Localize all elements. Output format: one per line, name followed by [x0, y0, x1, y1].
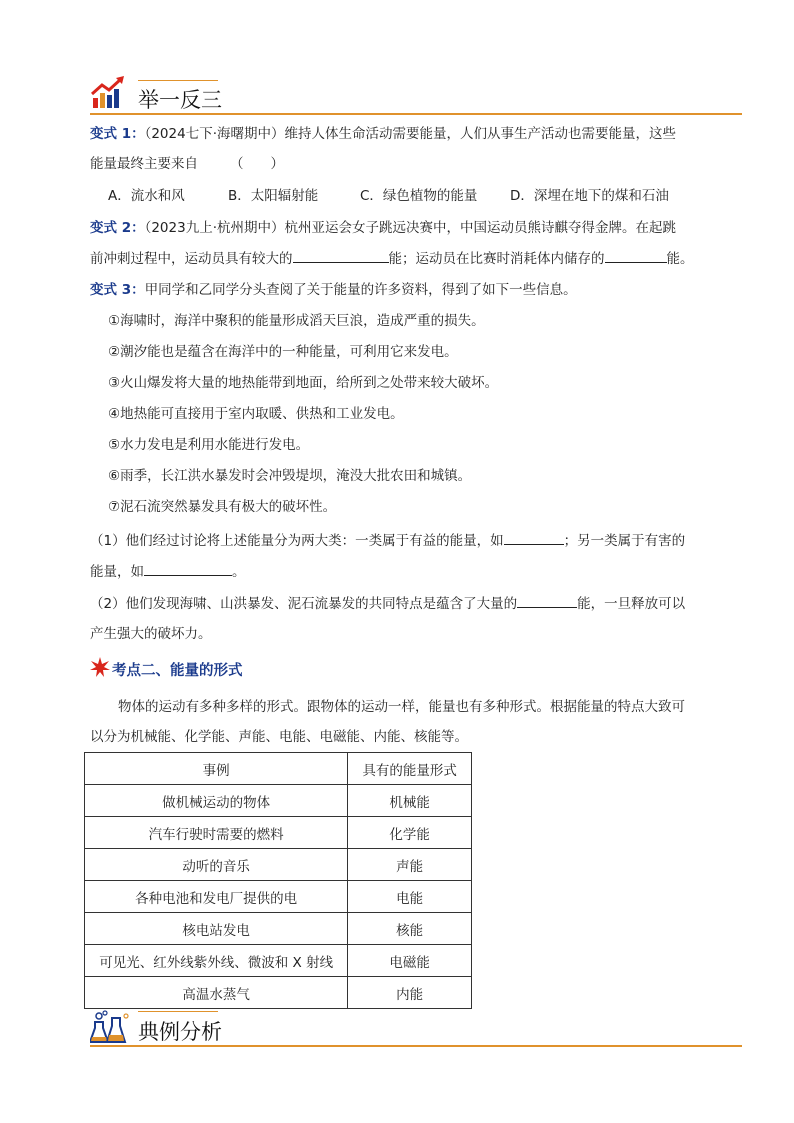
fill-blank[interactable] [605, 248, 667, 263]
question-1-text-c: 能量，如 [90, 564, 144, 580]
variant-1-cont [90, 154, 284, 174]
variant-2-label: 变式 2： [90, 220, 145, 236]
header-title: 典例分析 [138, 1020, 222, 1044]
question-1-text-d: 。 [232, 564, 246, 580]
variant-1-cont-text: 能量最终主要来自 [90, 156, 198, 172]
table-row [85, 913, 472, 945]
fact-item: ③火山爆发将大量的地热能带到地面，给所到之处带来较大破坏。 [108, 375, 499, 391]
question-2-cont: 产生强大的破坏力。 [90, 626, 212, 642]
table-row [85, 977, 472, 1009]
question-1-text-b: ；另一类属于有害的 [563, 533, 686, 549]
question-1-text-a: （1）他们经过讨论将上述能量分为两大类：一类属于有益的能量，如 [90, 533, 504, 549]
table-header-energy: 具有的能量形式 [348, 753, 472, 785]
table-cell: 动听的音乐 [85, 849, 348, 881]
fact-item: ⑦泥石流突然暴发具有极大的破坏性。 [108, 499, 337, 515]
fact-item: ②潮汐能也是蕴含在海洋中的一种能量，可利用它来发电。 [108, 344, 458, 360]
header-rule [90, 113, 742, 115]
option-c: C．绿色植物的能量 [360, 188, 478, 204]
header-rule [90, 1045, 742, 1047]
table-cell: 汽车行驶时需要的燃料 [85, 817, 348, 849]
table-header-example: 事例 [85, 753, 348, 785]
table-row [85, 945, 472, 977]
chart-growth-icon [90, 76, 126, 110]
answer-paren: （ ） [230, 156, 284, 172]
question-2-line [90, 593, 685, 614]
variant-3-text: 甲同学和乙同学分头查阅了关于能量的许多资料，得到了如下一些信息。 [144, 282, 577, 298]
table-cell: 电能 [348, 881, 472, 913]
star-burst-icon [90, 657, 110, 677]
table-cell: 声能 [348, 849, 472, 881]
fact-item: ④地热能可直接用于室内取暖、供热和工业发电。 [108, 406, 404, 422]
question-1-line [90, 530, 685, 551]
header-title: 举一反三 [138, 88, 222, 112]
table-row [85, 849, 472, 881]
variant-1-line [90, 124, 676, 144]
table-cell: 机械能 [348, 785, 472, 817]
variant-2-cont [90, 248, 694, 269]
variant-3-line [90, 280, 577, 300]
intro-line: 以分为机械能、化学能、声能、电能、电磁能、内能、核能等。 [90, 729, 468, 745]
fact-item: ①海啸时，海洋中聚积的能量形成滔天巨浪，造成严重的损失。 [108, 313, 485, 329]
table-cell: 电磁能 [348, 945, 472, 977]
option-a: A．流水和风 [108, 188, 185, 204]
table-cell: 高温水蒸气 [85, 977, 348, 1009]
table-cell: 各种电池和发电厂提供的电 [85, 881, 348, 913]
fill-blank[interactable] [504, 530, 564, 545]
variant-3-label: 变式 3： [90, 282, 145, 298]
variant-2-cont-b: 能；运动员在比赛时消耗体内储存的 [388, 251, 605, 267]
fill-blank[interactable] [293, 248, 389, 263]
flask-icon [90, 1010, 130, 1046]
option-b: B．太阳辐射能 [228, 188, 319, 204]
option-d: D．深埋在地下的煤和石油 [510, 188, 669, 204]
header-top-line [138, 1011, 218, 1012]
table-row [85, 785, 472, 817]
table-cell: 核电站发电 [85, 913, 348, 945]
variant-1-text: （2024七下·海曙期中）维持人体生命活动需要能量，人们从事生产活动也需要能量，这些 [144, 126, 676, 142]
section-title: 考点二、能量的形式 [112, 663, 243, 679]
intro-line: 物体的运动有多种多样的形式。跟物体的运动一样，能量也有多种形式。根据能量的特点大致可 [118, 699, 685, 715]
fill-blank[interactable] [517, 593, 577, 608]
fact-item: ⑥雨季，长江洪水暴发时会冲毁堤坝，淹没大批农田和城镇。 [108, 468, 472, 484]
header-top-line [138, 80, 218, 81]
table-cell: 内能 [348, 977, 472, 1009]
table-cell: 做机械运动的物体 [85, 785, 348, 817]
energy-forms-table [84, 752, 472, 1009]
variant-2-text: （2023九上·杭州期中）杭州亚运会女子跳远决赛中，中国运动员熊诗麒夺得金牌。在起跳 [144, 220, 676, 236]
fill-blank[interactable] [144, 561, 232, 576]
question-1-cont [90, 561, 246, 582]
table-header-row [85, 753, 472, 785]
variant-1-label: 变式 1： [90, 126, 145, 142]
variant-2-cont-a: 前冲刺过程中，运动员具有较大的 [90, 251, 293, 267]
question-2-text-a: （2）他们发现海啸、山洪暴发、泥石流暴发的共同特点是蕴含了大量的 [90, 596, 518, 612]
variant-2-line [90, 218, 676, 238]
table-cell: 化学能 [348, 817, 472, 849]
table-row [85, 817, 472, 849]
table-row [85, 881, 472, 913]
table-cell: 核能 [348, 913, 472, 945]
fact-item: ⑤水力发电是利用水能进行发电。 [108, 437, 310, 453]
table-cell: 可见光、红外线紫外线、微波和 X 射线 [85, 945, 348, 977]
question-2-text-b: 能，一旦释放可以 [577, 596, 686, 612]
variant-2-cont-c: 能。 [666, 251, 694, 267]
